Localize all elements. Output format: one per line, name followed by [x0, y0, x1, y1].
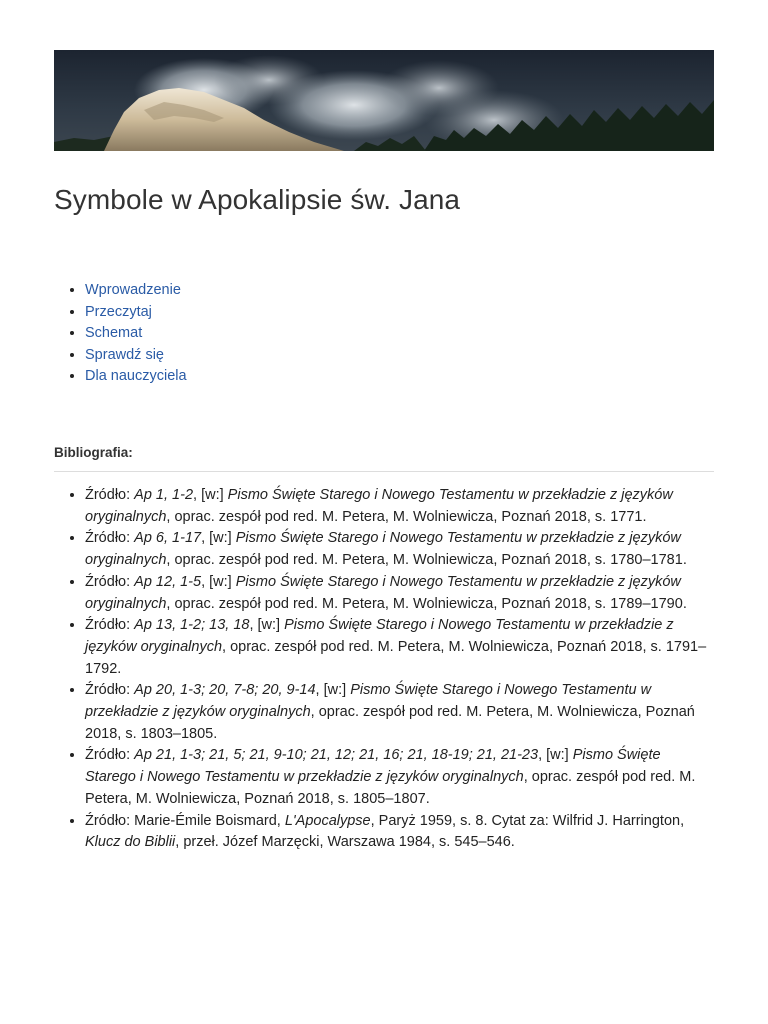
bibliography-entry	[85, 745, 714, 810]
bibliography-entry	[85, 485, 714, 528]
nav-item-przeczytaj	[85, 302, 187, 324]
entry-reference: Ap 1, 1-2	[134, 487, 194, 503]
entry-suffix: , oprac. zespół pod red. M. Petera, M. Wolniewicza, Poznań 2018, s. 1771.	[166, 508, 647, 525]
nav-item-wprowadzenie	[85, 280, 187, 302]
section-nav-list	[54, 280, 187, 388]
nav-item-sprawdz-sie	[85, 345, 187, 367]
nav-link-sprawdz-sie[interactable]: Sprawdź się	[85, 346, 164, 363]
entry-prefix: Źródło:	[85, 747, 135, 764]
entry-prefix: Źródło:	[85, 573, 135, 590]
nav-link-wprowadzenie[interactable]: Wprowadzenie	[85, 282, 181, 298]
nav-link-schemat[interactable]: Schemat	[85, 325, 143, 341]
entry-prefix: Źródło:	[85, 530, 135, 547]
entry-source-title: Pismo Święte Starego i Nowego Testamentu w przekładzie z języków oryginalnych	[85, 530, 681, 569]
nav-link-dla-nauczyciela[interactable]: Dla nauczyciela	[85, 368, 187, 384]
entry-prefix: Źródło:	[85, 487, 135, 503]
entry-work-title: L'Apocalypse	[284, 812, 371, 829]
bibliography-divider	[54, 471, 714, 472]
bibliography-entry	[85, 615, 714, 680]
entry-mid: , [w:]	[201, 530, 236, 547]
entry-prefix: Źródło:	[85, 617, 135, 634]
entry-source-title: Pismo Święte Starego i Nowego Testamentu w przekładzie z języków oryginalnych	[85, 682, 652, 721]
bibliography-entry	[85, 572, 714, 615]
bibliography-entry	[85, 680, 714, 745]
entry-suffix: , oprac. zespół pod red. M. Petera, M. Wolniewicza, Poznań 2018, s. 1791–1792.	[85, 638, 707, 677]
entry-prefix: Źródło:	[85, 682, 135, 699]
entry-reference: Ap 6, 1-17	[134, 530, 202, 547]
entry-source-title: Pismo Święte Starego i Nowego Testamentu w przekładzie z języków oryginalnych	[85, 487, 673, 525]
entry-mid: , [w:]	[249, 617, 285, 634]
entry-prefix: Źródło: Marie-Émile Boismard,	[85, 812, 285, 829]
nav-item-schemat	[85, 323, 187, 345]
bibliography-entry	[85, 811, 714, 854]
entry-reference: Ap 13, 1-2; 13, 18	[134, 617, 250, 634]
entry-book-title: Klucz do Biblii	[85, 834, 176, 851]
entry-source-title: Pismo Święte Starego i Nowego Testamentu w przekładzie z języków oryginalnych	[85, 573, 681, 612]
entry-suffix: , oprac. zespół pod red. M. Petera, M. Wolniewicza, Poznań 2018, s. 1803–1805.	[85, 704, 695, 742]
bibliography-entry	[85, 528, 714, 571]
entry-mid: , [w:]	[538, 747, 573, 764]
entry-mid: , Paryż 1959, s. 8. Cytat za: Wilfrid J. Harrington,	[370, 812, 685, 829]
entry-mid: , [w:]	[315, 682, 351, 699]
nav-link-przeczytaj[interactable]: Przeczytaj	[85, 303, 152, 320]
bibliography-list	[54, 485, 714, 854]
entry-source-title: Pismo Święte Starego i Nowego Testamentu w przekładzie z języków oryginalnych	[85, 617, 674, 655]
entry-suffix: , przeł. Józef Marzęcki, Warszawa 1984, s. 545–546.	[175, 834, 515, 851]
entry-reference: Ap 12, 1-5	[134, 573, 202, 590]
entry-reference: Ap 21, 1-3; 21, 5; 21, 9-10; 21, 12; 21, 16; 21, 18-19; 21, 21-23	[134, 747, 539, 764]
entry-suffix: , oprac. zespół pod red. M. Petera, M. Wolniewicza, Poznań 2018, s. 1780–1781.	[166, 552, 687, 569]
entry-source-title: Pismo Święte Starego i Nowego Testamentu w przekładzie z języków oryginalnych	[85, 747, 661, 786]
nav-item-dla-nauczyciela	[85, 366, 187, 388]
entry-reference: Ap 20, 1-3; 20, 7-8; 20, 9-14	[134, 682, 316, 699]
header-banner-image	[54, 50, 714, 151]
bibliography-heading: Bibliografia:	[54, 445, 133, 460]
entry-mid: , [w:]	[201, 573, 236, 590]
entry-mid: , [w:]	[193, 487, 228, 503]
entry-suffix: , oprac. zespół pod red. M. Petera, M. Wolniewicza, Poznań 2018, s. 1805–1807.	[85, 769, 696, 807]
entry-suffix: , oprac. zespół pod red. M. Petera, M. Wolniewicza, Poznań 2018, s. 1789–1790.	[166, 595, 687, 612]
page-title: Symbole w Apokalipsie św. Jana	[54, 184, 461, 215]
